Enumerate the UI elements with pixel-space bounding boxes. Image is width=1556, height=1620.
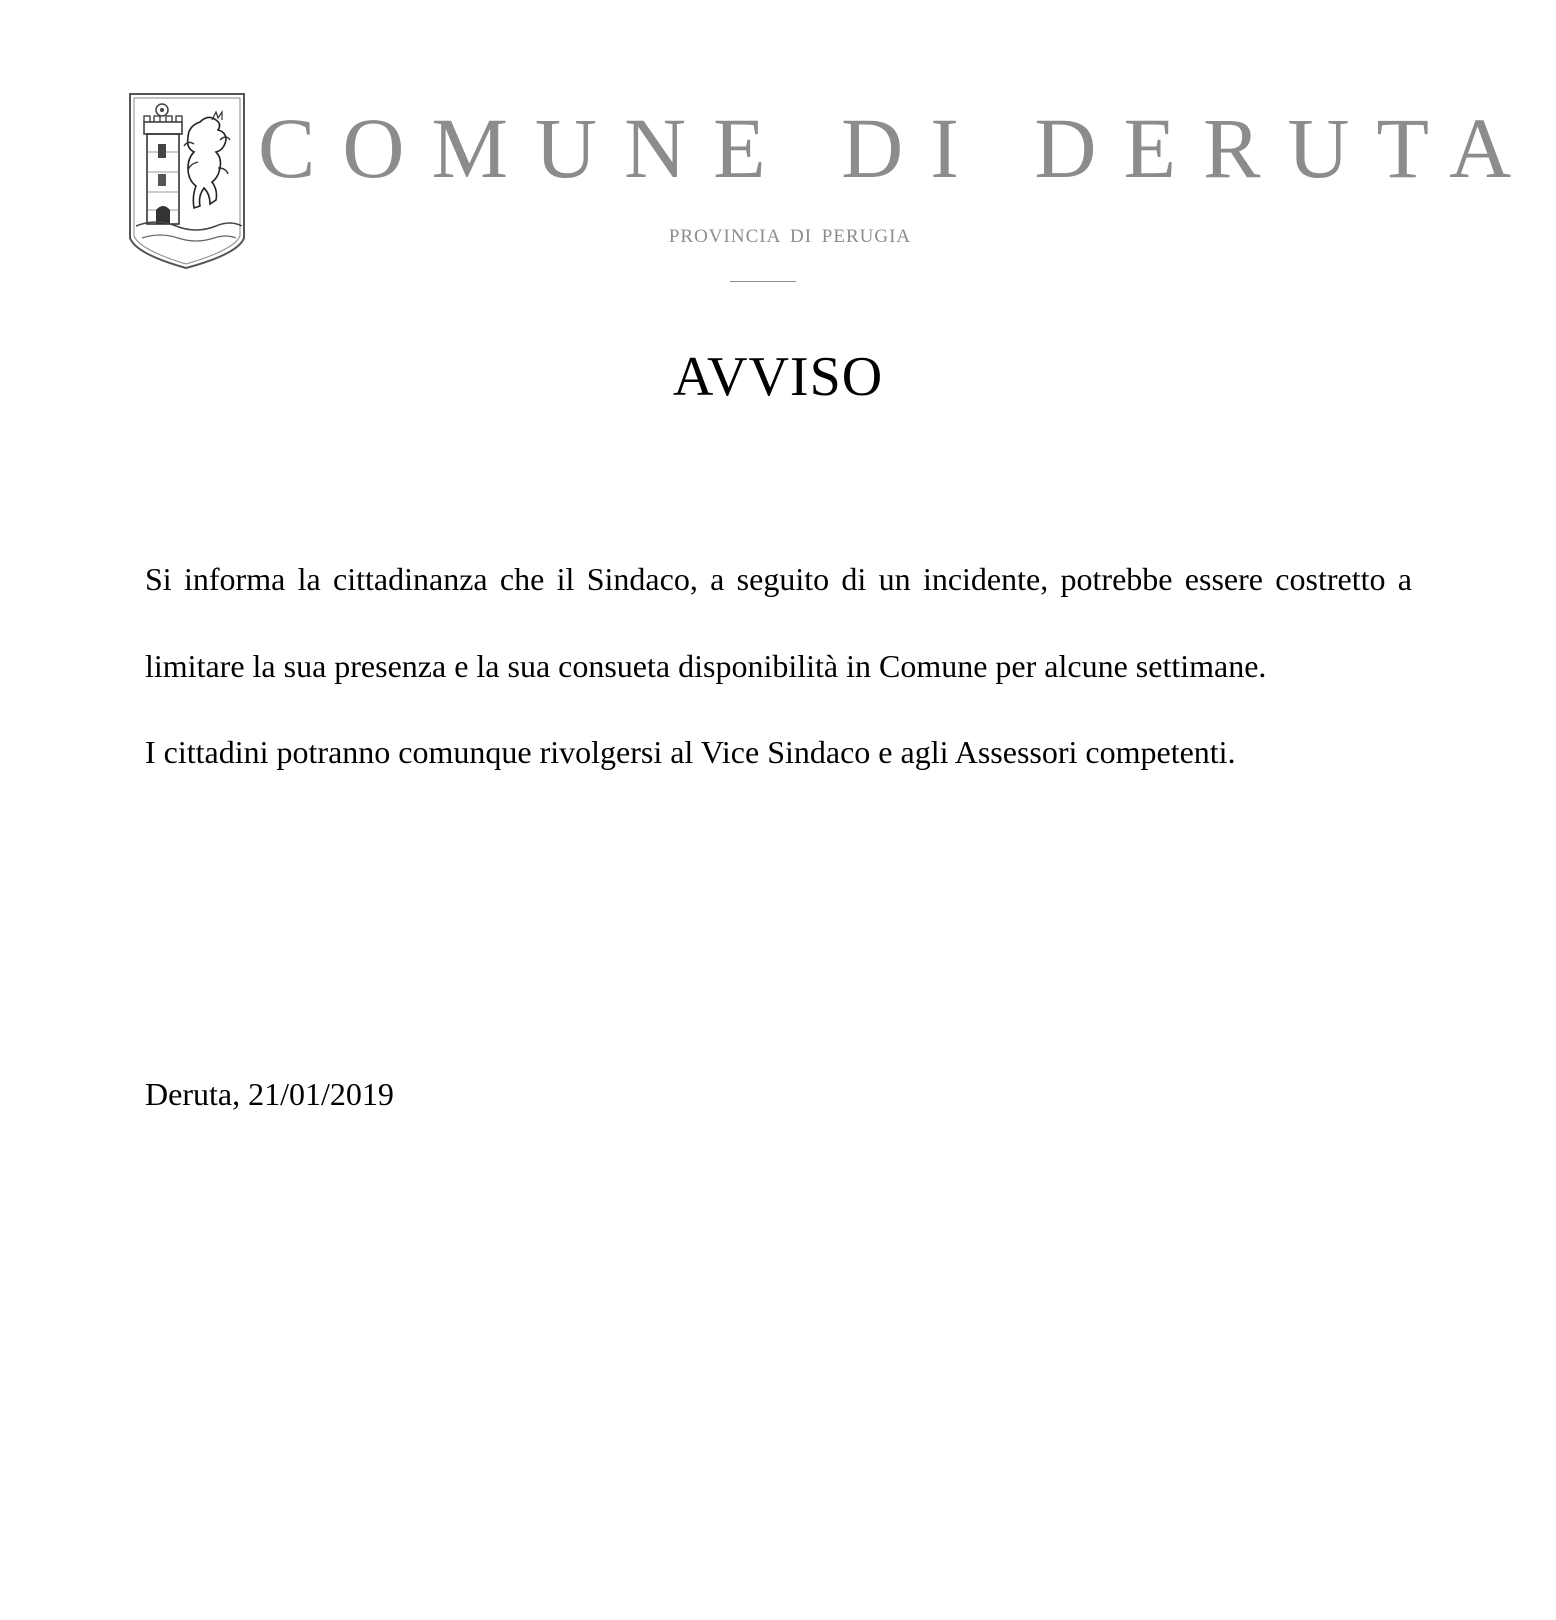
province-name: PROVINCIA DI PERUGIA [668, 226, 912, 247]
notice-body [145, 536, 1412, 796]
notice-paragraph: I cittadini potranno comunque rivolgersi al Vice Sindaco e agli Assessori competenti. [145, 734, 1236, 770]
header-divider [730, 281, 796, 282]
municipality-name: COMUNE DI DERUTA [258, 100, 1539, 196]
place-and-date: Deruta, 21/01/2019 [145, 1076, 394, 1112]
notice-paragraph: Si informa la cittadinanza che il Sindaco, a seguito di un incidente, potrebbe essere costretto a limitare la sua presenza e la sua consueta disponibilità in Comune per alcune settimane. [145, 561, 1412, 684]
coat-of-arms-icon [128, 92, 248, 272]
notice-title: AVVISO [672, 346, 884, 408]
